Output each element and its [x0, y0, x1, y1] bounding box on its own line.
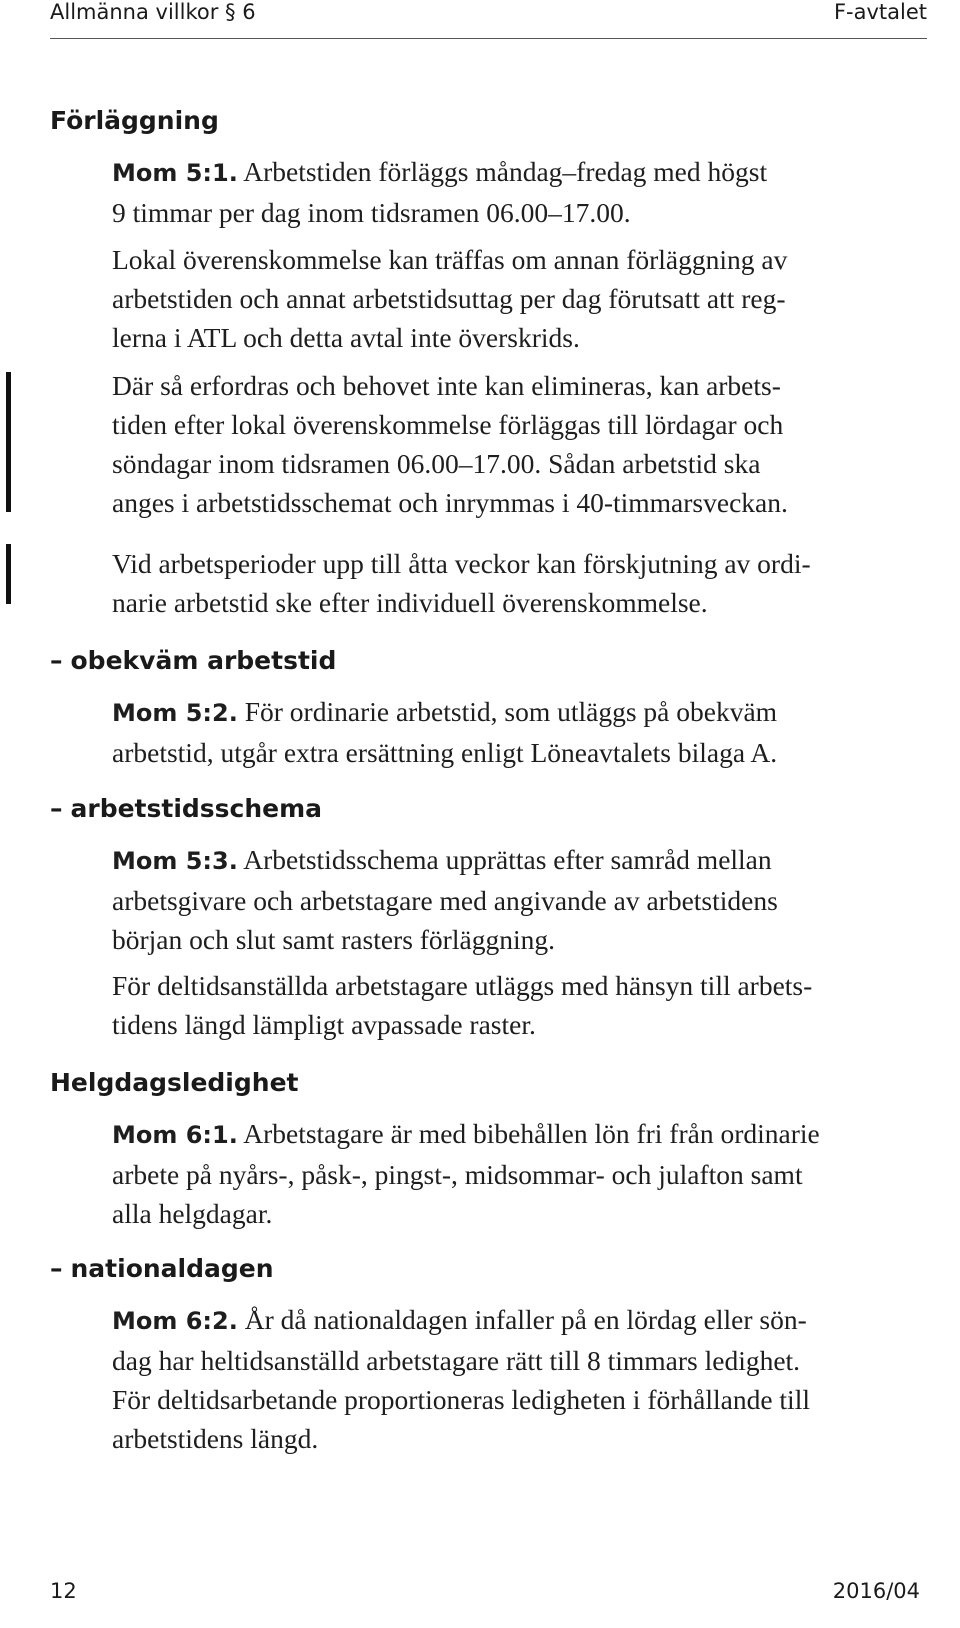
header-title: Allmänna villkor § 6: [50, 0, 256, 24]
paragraph-work-periods: Vid arbetsperioder upp till åtta veckor kan förskjutning av ordi- narie arbetstid ske efter individuell överenskommelse.: [112, 548, 811, 618]
paragraph-mom-5-1: Mom 5:1. Arbetstiden förläggs måndag–fredag med högst 9 timmar per dag inom tidsramen 06.00–17.00.: [112, 156, 768, 228]
subheading-obekvam: – obekväm arbetstid: [50, 646, 337, 675]
edition-label: 2016/04: [832, 1579, 920, 1603]
paragraph-mom-5-2: Mom 5:2. För ordinarie arbetstid, som utläggs på obekväm arbetstid, utgår extra ersättning enligt Löneavtalets bilaga A.: [112, 696, 778, 768]
paragraph-local-agreement: Lokal överenskommelse kan träffas om annan förläggning av arbetstiden och annat arbetstidsuttag per dag förutsatt att reg- lerna i ATL och detta avtal inte överskrids.: [112, 244, 788, 353]
mom-label: Mom 5:1.: [112, 159, 238, 187]
change-bar: [6, 372, 11, 512]
change-bar: [6, 544, 11, 604]
header-agreement-name: F-avtalet: [833, 0, 927, 24]
subheading-arbetstidsschema: – arbetstidsschema: [50, 794, 323, 823]
paragraph-mom-5-3: Mom 5:3. Arbetstidsschema upprättas efter samråd mellan arbetsgivare och arbetstagare med angivande av arbetstidens början och slut samt rasters förläggning.: [112, 844, 778, 955]
paragraph-weekend-work: Där så erfordras och behovet inte kan elimineras, kan arbets- tiden efter lokal överenskommelse förläggas till lördagar och söndagar inom tidsramen 06.00–17.00. Sådan arbetstid ska anges i arbetstidsschemat och inrymmas i 40-timmarsveckan.: [112, 370, 788, 518]
paragraph-mom-6-2: Mom 6:2. År då nationaldagen infaller på en lördag eller sön- dag har heltidsanställd arbetstagare rätt till 8 timmars ledighet. För deltidsarbetande proportioneras ledigheten i förhållande till arbetstidens längd.: [112, 1304, 810, 1454]
mom-label: Mom 5:2.: [112, 699, 238, 727]
mom-label: Mom 6:2.: [112, 1307, 238, 1335]
running-header: [50, 0, 927, 39]
page-number: 12: [50, 1579, 77, 1603]
mom-label: Mom 5:3.: [112, 847, 238, 875]
mom-label: Mom 6:1.: [112, 1121, 238, 1149]
paragraph-mom-6-1: Mom 6:1. Arbetstagare är med bibehållen lön fri från ordinarie arbete på nyårs-, påsk-, pingst-, midsommar- och julafton samt alla helgdagar.: [112, 1118, 820, 1229]
subheading-nationaldagen: – nationaldagen: [50, 1254, 274, 1283]
section-heading-forlaggning: Förläggning: [50, 106, 219, 135]
paragraph-part-time-breaks: För deltidsanställda arbetstagare utläggs med hänsyn till arbets- tidens längd lämpligt avpassade raster.: [112, 970, 813, 1040]
section-heading-helgdagsledighet: Helgdagsledighet: [50, 1068, 299, 1097]
